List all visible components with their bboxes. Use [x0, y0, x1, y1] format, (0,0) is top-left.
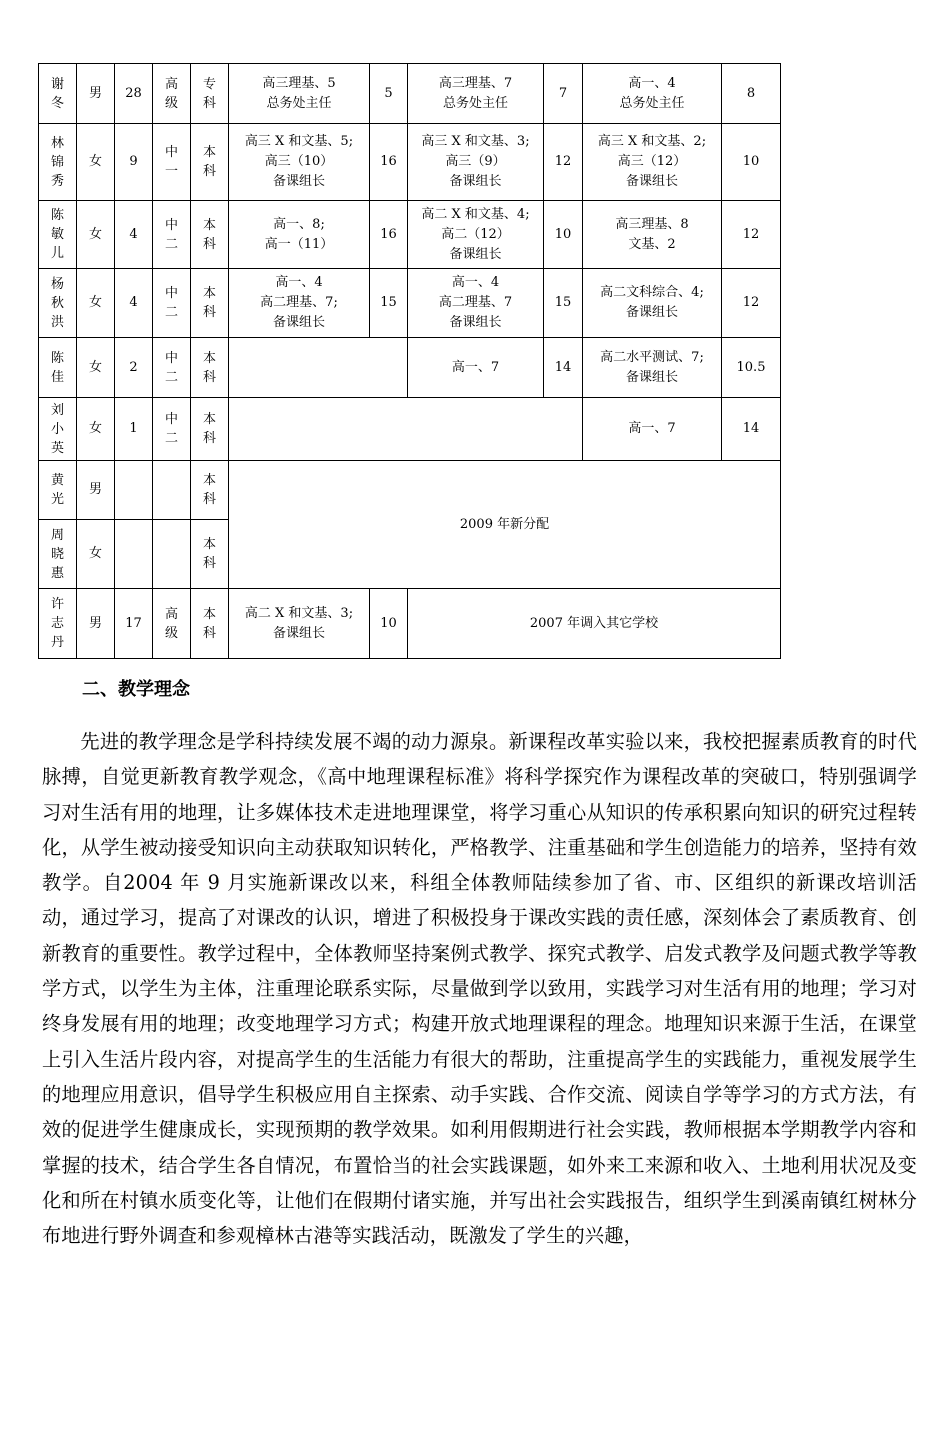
teacher-name-cell: 谢 冬 [39, 64, 77, 124]
assignment-cell: 高二 X 和文基、3; 备课组长 [229, 589, 370, 659]
assignment-cell: 高二水平测试、7; 备课组长 [583, 338, 722, 398]
assignment-cell: 高一、8; 高一（11） [229, 201, 370, 269]
years-cell: 1 [115, 398, 153, 461]
years-cell: 2 [115, 338, 153, 398]
education-cell: 本 科 [191, 269, 229, 338]
hours-cell: 8 [722, 64, 781, 124]
teacher-name-cell: 杨 秋 洪 [39, 269, 77, 338]
table-row [39, 461, 781, 520]
years-cell: 28 [115, 64, 153, 124]
teacher-name-cell: 周 晓 惠 [39, 520, 77, 589]
hours-cell: 16 [370, 201, 408, 269]
section-heading: 二、教学理念 [82, 679, 190, 700]
table-row [39, 269, 781, 338]
status-note-cell: 2007 年调入其它学校 [408, 589, 781, 659]
status-note-cell: 2009 年新分配 [229, 461, 781, 589]
gender-cell: 女 [77, 201, 115, 269]
title-cell: 中 二 [153, 338, 191, 398]
teacher-name-cell: 许 志 丹 [39, 589, 77, 659]
years-cell: 4 [115, 269, 153, 338]
gender-cell: 男 [77, 461, 115, 520]
education-cell: 本 科 [191, 461, 229, 520]
body-paragraph: 先进的教学理念是学科持续发展不竭的动力源泉。新课程改革实验以来，我校把握素质教育的时代脉搏，自觉更新教育教学观念，《高中地理课程标准》将科学探究作为课程改革的突破口，特别强调学习对生活有用的地理，让多媒体技术走进地理课堂，将学习重心从知识的传承积累向知识的研究过程转化，从学生被动接受知识向主动获取知识转化，严格教学、注重基础和学生创造能力的培养，坚持有效教学。自2004 年 9 月实施新课改以来，科组全体教师陆续参加了省、市、区组织的新课改培训活动，通过学习，提高了对课改的认识，增进了积极投身于课改实践的责任感，深刻体会了素质教育、创新教育的重要性。教学过程中，全体教师坚持案例式教学、探究式教学、启发式教学及问题式教学等教学方式，以学生为主体，注重理论联系实际，尽量做到学以致用，实践学习对生活有用的地理；学习对终身发展有用的地理；改变地理学习方式；构建开放式地理课程的理念。地理知识来源于生活，在课堂上引入生活片段内容，对提高学生的生活能力有很大的帮助，注重提高学生的实践能力，重视发展学生的地理应用意识，倡导学生积极应用自主探索、动手实践、合作交流、阅读自学等学习的方式方法，有效的促进学生健康成长，实现预期的教学效果。如利用假期进行社会实践，教师根据本学期教学内容和掌握的技术，结合学生各自情况，布置恰当的社会实践课题，如外来工来源和收入、土地利用状况及变化和所在村镇水质变化等，让他们在假期付诸实施，并写出社会实践报告，组织学生到溪南镇红树林分布地进行野外调查和参观樟林古港等实践活动，既激发了学生的兴趣， [42, 730, 917, 1248]
teacher-name-cell: 陈 敏 儿 [39, 201, 77, 269]
assignment-cell: 高三 X 和文基、2; 高三（12） 备课组长 [583, 124, 722, 201]
title-cell: 中 一 [153, 124, 191, 201]
assignment-cell: 高三理基、8 文基、2 [583, 201, 722, 269]
education-cell: 本 科 [191, 520, 229, 589]
hours-cell: 14 [722, 398, 781, 461]
title-cell: 中 二 [153, 201, 191, 269]
table-row [39, 338, 781, 398]
hours-cell: 7 [544, 64, 583, 124]
hours-cell: 10 [722, 124, 781, 201]
hours-cell: 15 [370, 269, 408, 338]
hours-cell: 12 [722, 201, 781, 269]
teacher-name-cell: 林 锦 秀 [39, 124, 77, 201]
teacher-name-cell: 黄 光 [39, 461, 77, 520]
gender-cell: 女 [77, 269, 115, 338]
gender-cell: 女 [77, 398, 115, 461]
gender-cell: 女 [77, 338, 115, 398]
assignment-cell: 高三理基、5 总务处主任 [229, 64, 370, 124]
gender-cell: 男 [77, 589, 115, 659]
title-cell: 高 级 [153, 64, 191, 124]
education-cell: 本 科 [191, 201, 229, 269]
assignment-cell: 高一、7 [583, 398, 722, 461]
education-cell: 本 科 [191, 589, 229, 659]
table-row [39, 589, 781, 659]
assignment-cell: 高三 X 和文基、5; 高三（10） 备课组长 [229, 124, 370, 201]
teacher-name-cell: 陈 佳 [39, 338, 77, 398]
hours-cell: 5 [370, 64, 408, 124]
empty-cell [229, 338, 408, 398]
title-cell: 中 二 [153, 269, 191, 338]
education-cell: 本 科 [191, 338, 229, 398]
hours-cell: 10 [370, 589, 408, 659]
hours-cell: 10 [544, 201, 583, 269]
gender-cell: 女 [77, 124, 115, 201]
hours-cell: 16 [370, 124, 408, 201]
title-cell: 高 级 [153, 589, 191, 659]
hours-cell: 12 [722, 269, 781, 338]
title-cell [153, 461, 191, 520]
table-row [39, 398, 781, 461]
empty-cell [229, 398, 583, 461]
teacher-table [38, 63, 781, 659]
assignment-cell: 高一、7 [408, 338, 544, 398]
assignment-cell: 高三理基、7 总务处主任 [408, 64, 544, 124]
assignment-cell: 高一、4 总务处主任 [583, 64, 722, 124]
assignment-cell: 高三 X 和文基、3; 高三（9） 备课组长 [408, 124, 544, 201]
years-cell [115, 520, 153, 589]
hours-cell: 14 [544, 338, 583, 398]
hours-cell: 12 [544, 124, 583, 201]
assignment-cell: 高一、4 高二理基、7; 备课组长 [229, 269, 370, 338]
table-row [39, 124, 781, 201]
title-cell [153, 520, 191, 589]
education-cell: 本 科 [191, 398, 229, 461]
years-cell: 4 [115, 201, 153, 269]
title-cell: 中 二 [153, 398, 191, 461]
table-row [39, 64, 781, 124]
table-row [39, 201, 781, 269]
gender-cell: 男 [77, 64, 115, 124]
teacher-name-cell: 刘 小 英 [39, 398, 77, 461]
gender-cell: 女 [77, 520, 115, 589]
hours-cell: 15 [544, 269, 583, 338]
education-cell: 本 科 [191, 124, 229, 201]
years-cell: 17 [115, 589, 153, 659]
years-cell: 9 [115, 124, 153, 201]
education-cell: 专 科 [191, 64, 229, 124]
hours-cell: 10.5 [722, 338, 781, 398]
years-cell [115, 461, 153, 520]
assignment-cell: 高一、4 高二理基、7 备课组长 [408, 269, 544, 338]
assignment-cell: 高二文科综合、4; 备课组长 [583, 269, 722, 338]
assignment-cell: 高二 X 和文基、4; 高二（12） 备课组长 [408, 201, 544, 269]
